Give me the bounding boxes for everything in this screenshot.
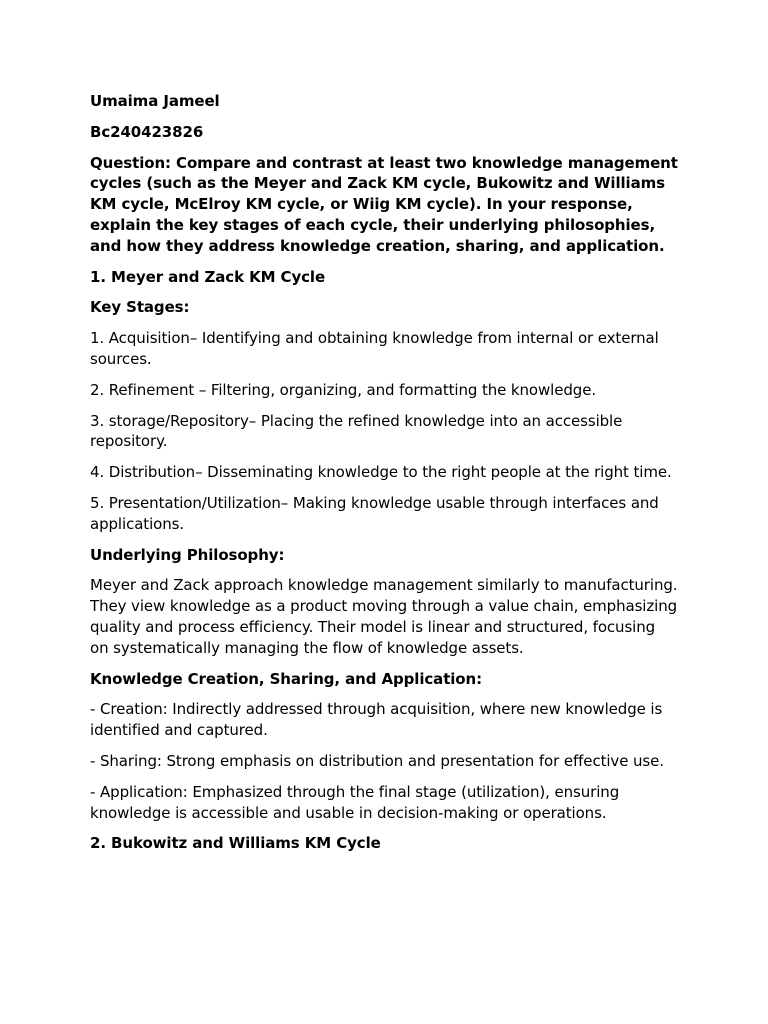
stage-item: 4. Distribution– Disseminating knowledge to the right people at the right time.	[90, 463, 672, 482]
section1-heading: 1. Meyer and Zack KM Cycle	[90, 267, 326, 286]
author-name: Umaima Jameel	[90, 92, 220, 110]
section2-heading: 2. Bukowitz and Williams KM Cycle	[90, 834, 381, 853]
philosophy-heading: Underlying Philosophy:	[90, 545, 285, 564]
key-stages-heading: Key Stages:	[90, 298, 190, 317]
philosophy-text: Meyer and Zack approach knowledge management similarly to manufacturing. They view knowledge as a product moving through a value chain, emphasizing quality and process efficiency. Their model is linear and structured, focusing on systematically managing the flow of knowledge assets.	[90, 576, 678, 657]
csa-item: - Application: Emphasized through the final stage (utilization), ensuring knowledge is accessible and usable in decision-making or operations.	[90, 782, 620, 822]
student-id: Bc240423826	[90, 122, 204, 141]
csa-heading: Knowledge Creation, Sharing, and Application:	[90, 669, 482, 688]
csa-item: - Sharing: Strong emphasis on distribution and presentation for effective use.	[90, 751, 664, 770]
stage-item: 2. Refinement – Filtering, organizing, and formatting the knowledge.	[90, 380, 596, 399]
question-text: Question: Compare and contrast at least two knowledge management cycles (such as the Meyer and Zack KM cycle, Bukowitz and Williams KM cycle, McElroy KM cycle, or Wiig KM cycle). In your response, explain the key stages of each cycle, their underlying philosophies, and how they address knowledge creation, sharing, and application.	[90, 153, 678, 255]
stage-item: 5. Presentation/Utilization– Making knowledge usable through interfaces and applications.	[90, 493, 659, 533]
csa-item: - Creation: Indirectly addressed through acquisition, where new knowledge is identified and captured.	[90, 700, 663, 740]
stage-item: 3. storage/Repository– Placing the refined knowledge into an accessible repository.	[90, 411, 623, 451]
stage-item: 1. Acquisition– Identifying and obtaining knowledge from internal or external sources.	[90, 329, 659, 368]
